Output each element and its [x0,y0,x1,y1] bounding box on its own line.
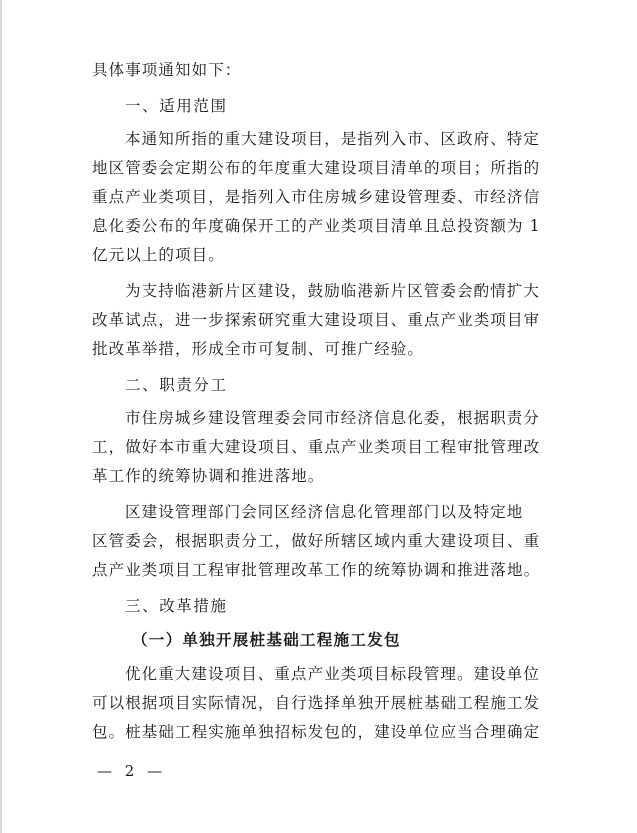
paragraph [92,498,544,585]
text-line: 为支持临港新片区建设，鼓励临港新片区管委会酌情扩大 [125,282,541,300]
paragraph [92,277,544,364]
section-heading: 二、职责分工 [125,376,228,394]
section-heading: 三、改革措施 [125,597,228,615]
text-line: 包。桩基础工程实施单独招标发包的，建设单位应当合理确定 [92,723,541,741]
text-line: 革工作的统筹协调和推进落地。 [92,467,325,485]
text-line: 点产业类项目工程审批管理改革工作的统筹协调和推进落地。 [92,561,541,579]
text-line: 本通知所指的重大建设项目，是指列入市、区政府、特定 [125,130,541,148]
text-line: 批改革举措，形成全市可复制、可推广经验。 [92,340,425,358]
section-heading: 一、适用范围 [125,97,228,115]
paragraph [92,125,544,270]
section-reform-measures [92,592,544,747]
paragraph [92,660,544,747]
text-line: 优化重大建设项目、重点产业类项目标段管理。建设单位 [125,665,541,683]
document-body [92,56,544,754]
text-line: 亿元以上的项目。 [92,246,225,264]
page-number: — 2 — [97,762,167,780]
text-line: 改革试点，进一步探索研究重大建设项目、重点产业类项目审 [92,311,541,329]
text-line: 地区管委会定期公布的年度重大建设项目清单的项目；所指的 [92,159,541,177]
section-responsibilities [92,371,544,585]
intro-line: 具体事项通知如下： [92,61,242,79]
section-scope [92,92,544,364]
text-line: 息化委公布的年度确保开工的产业类项目清单且总投资额为 1 [92,217,541,235]
paragraph [92,404,544,491]
text-line: 工，做好本市重大建设项目、重点产业类项目工程审批管理改 [92,438,541,456]
text-line: 市住房城乡建设管理委会同市经济信息化委，根据职责分 [125,409,541,427]
text-line: 区管委会，根据职责分工，做好所辖区域内重大建设项目、重 [92,532,541,550]
text-line: 区建设管理部门会同区经济信息化管理部门以及特定地 [125,503,524,521]
text-line: 重点产业类项目，是指列入市住房城乡建设管理委、市经济信 [92,188,541,206]
page-edge [0,0,2,833]
subsection-heading: （一）单独开展桩基础工程施工发包 [132,630,401,649]
text-line: 可以根据项目实际情况，自行选择单独开展桩基础工程施工发 [92,694,541,712]
